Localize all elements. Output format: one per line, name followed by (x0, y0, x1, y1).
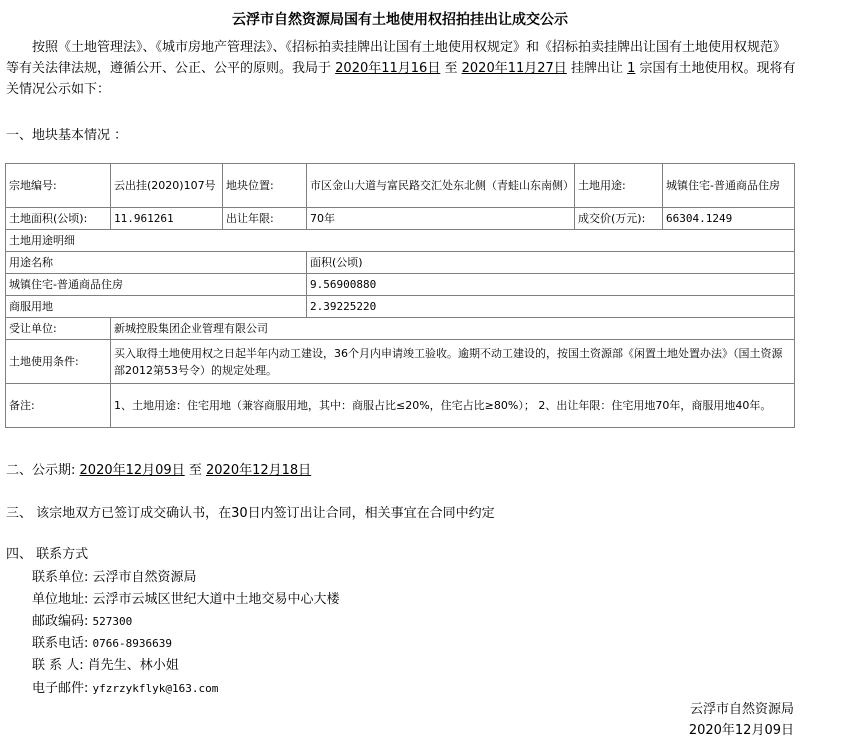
contact-person-label: 联 系 人: (32, 658, 84, 673)
location-label: 地块位置: (223, 164, 307, 208)
publicity-sep: 至 (188, 463, 202, 478)
contact-person-value: 肖先生、林小姐 (87, 658, 179, 673)
intro-sep: 至 (444, 61, 458, 76)
intro-text: 按照《土地管理法》、《城市房地产管理法》、《招标拍卖挂牌出让国有土地使用权规定》和《招标拍卖挂牌出让国有土地使用权规范》等有关法律法规，遵循公开、公正、公平的原则。我局于 (6, 40, 787, 76)
intro-text-end: 宗国有土地使用权。现将有关情况公示如下： (6, 61, 796, 97)
conditions-label: 土地使用条件: (6, 340, 111, 384)
use-area-cell: 2.39225220 (307, 296, 795, 318)
use-label: 土地用途: (575, 164, 663, 208)
conditions-value: 买入取得土地使用权之日起半年内动工建设，36个月内申请竣工验收。逾期不动工建设的，按国土资源部《闲置土地处置办法》（国土资源部2012第53号令）的规定处理。 (111, 340, 795, 384)
price-label: 成交价(万元): (575, 208, 663, 230)
location-value: 市区金山大道与富民路交汇处东北侧（青蛙山东南侧） (307, 164, 575, 208)
intro-paragraph (6, 37, 796, 100)
publicity-end-date: 2020年12月18日 (206, 463, 312, 478)
table-row (6, 164, 795, 208)
table-row (6, 274, 795, 296)
section-1-heading: 一、地块基本情况 ： (6, 128, 128, 143)
table-row (6, 384, 795, 428)
grantee-label: 受让单位: (6, 318, 111, 340)
parcel-no-label: 宗地编号: (6, 164, 111, 208)
signature-org: 云浮市自然资源局 (689, 702, 794, 717)
price-value: 66304.1249 (663, 208, 795, 230)
contact-email-value: yfzrzykflyk@163.com (92, 682, 219, 695)
page-title: 云浮市自然资源局国有土地使用权招拍挂出让成交公示 (232, 12, 568, 28)
table-row (6, 252, 795, 274)
contact-address-value: 云浮市云城区世纪大道中土地交易中心大楼 (92, 592, 340, 607)
contact-unit (32, 566, 197, 585)
contact-phone (32, 632, 172, 651)
contact-unit-value: 云浮市自然资源局 (92, 570, 197, 585)
contact-zip-label: 邮政编码: (32, 614, 89, 629)
contact-zip (32, 610, 132, 629)
parcel-info-table (5, 163, 795, 428)
contact-address (32, 588, 340, 607)
signature-date: 2020年12月09日 (688, 723, 794, 738)
table-row (6, 208, 795, 230)
section-2-publicity (6, 459, 311, 478)
contact-phone-value: 0766-8936639 (92, 637, 173, 650)
use-value: 城镇住宅-普通商品住房 (663, 164, 795, 208)
use-name-header: 用途名称 (6, 252, 307, 274)
contact-unit-label: 联系单位: (32, 570, 89, 585)
publicity-start-date: 2020年12月09日 (79, 463, 185, 478)
remarks-label: 备注: (6, 384, 111, 428)
table-row (6, 296, 795, 318)
contact-phone-label: 联系电话: (32, 636, 89, 651)
parcel-no-value: 云出挂(2020)107号 (111, 164, 223, 208)
listing-start-date: 2020年11月16日 (335, 61, 441, 76)
intro-text-listing: 挂牌出让 (570, 61, 623, 76)
section-4-heading: 四、 联系方式 (6, 547, 89, 562)
use-detail-label: 土地用途明细 (6, 230, 795, 252)
parcel-count: 1 (627, 61, 636, 76)
section-3-text: 三、 该宗地双方已签订成交确认书，在30日内签订出让合同，相关事宜在合同中约定 (6, 506, 495, 521)
contact-person (32, 654, 179, 673)
use-area-cell: 9.56900880 (307, 274, 795, 296)
listing-end-date: 2020年11月27日 (461, 61, 567, 76)
remarks-value: 1、土地用途：住宅用地（兼容商服用地，其中：商服占比≤20%，住宅占比≥80%）； 2、出让年限：住宅用地70年，商服用地40年。 (111, 384, 795, 428)
publicity-label: 二、公示期: (6, 463, 76, 478)
term-value: 70年 (307, 208, 575, 230)
use-name-cell: 城镇住宅-普通商品住房 (6, 274, 307, 296)
contact-email-label: 电子邮件: (32, 681, 89, 696)
use-name-cell: 商服用地 (6, 296, 307, 318)
contact-email (32, 677, 218, 696)
contact-address-label: 单位地址: (32, 592, 89, 607)
table-row (6, 318, 795, 340)
contact-zip-value: 527300 (92, 615, 133, 628)
table-row (6, 230, 795, 252)
grantee-value: 新城控股集团企业管理有限公司 (111, 318, 795, 340)
use-area-header: 面积(公顷) (307, 252, 795, 274)
table-row (6, 340, 795, 384)
area-value: 11.961261 (111, 208, 223, 230)
area-label: 土地面积(公顷): (6, 208, 111, 230)
term-label: 出让年限: (223, 208, 307, 230)
